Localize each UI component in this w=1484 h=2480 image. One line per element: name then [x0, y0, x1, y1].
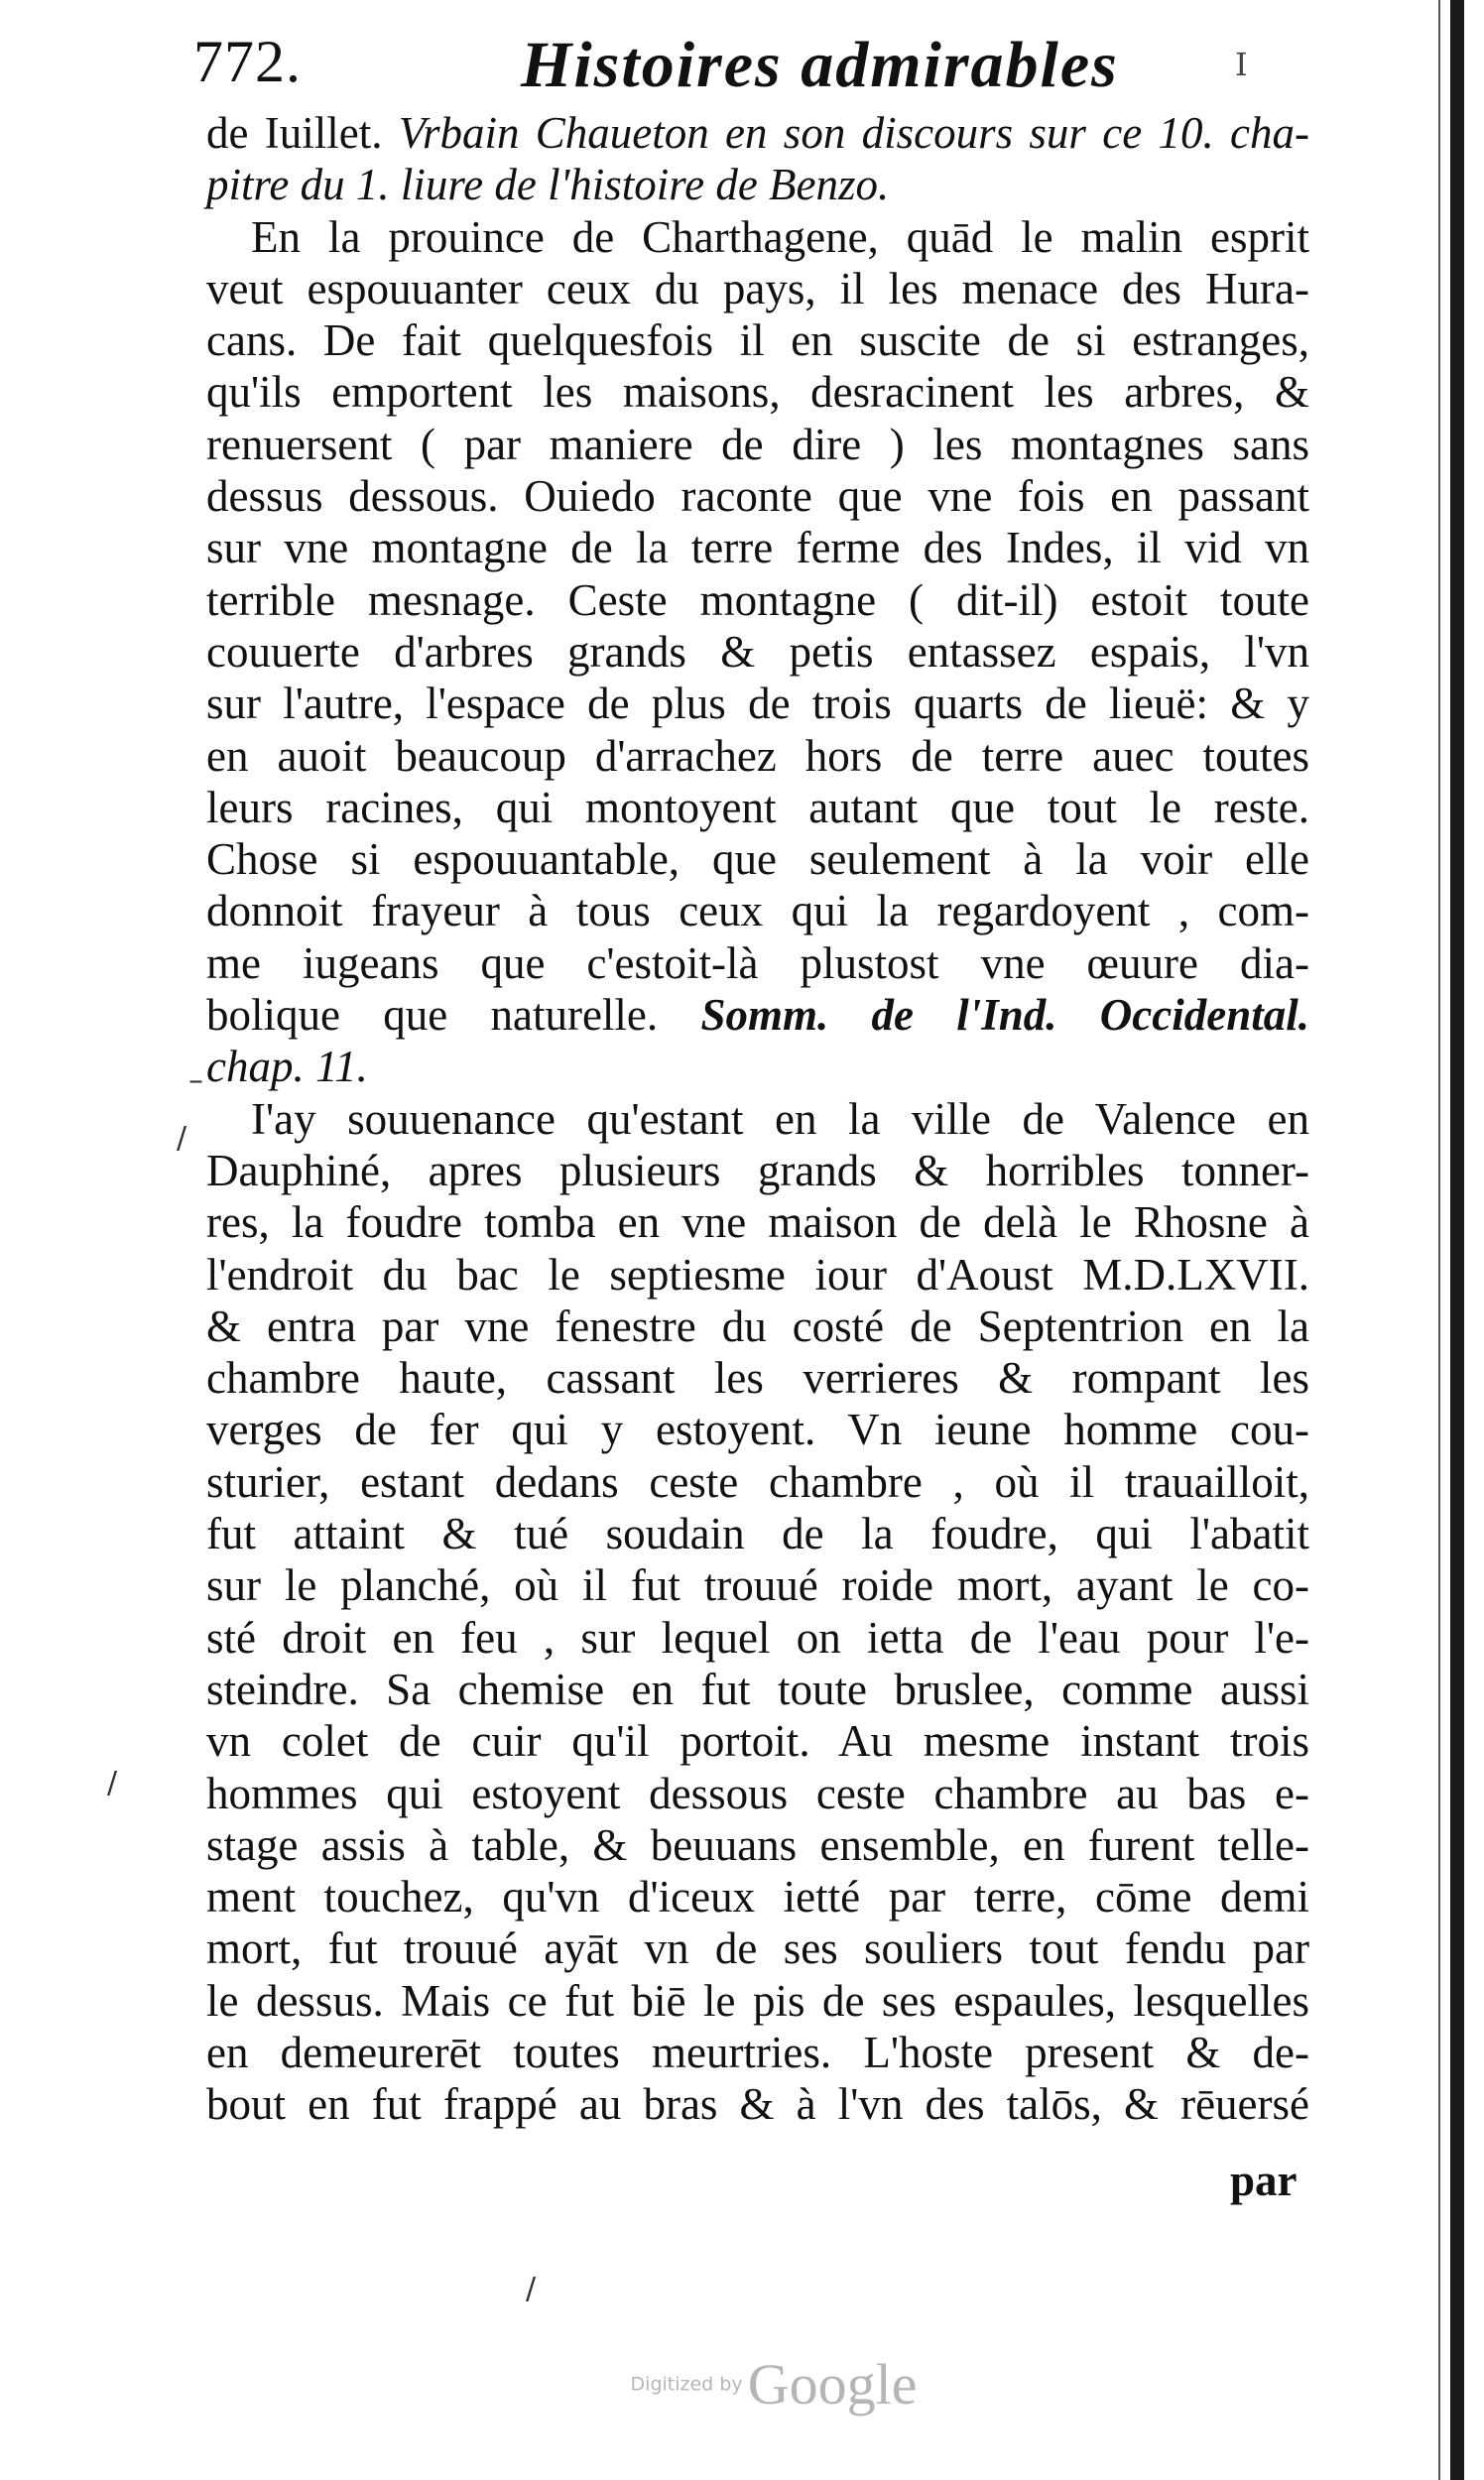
text-line: verges de fer qui y estoyent. Vn ieune homme cou- [206, 1405, 1309, 1455]
text-line: chambre haute, cassant les verrieres & rompant les [206, 1353, 1309, 1404]
line-roman-part: bolique que naturelle. [206, 990, 659, 1041]
text-line: me iugeans que c'estoit-là plustost vne œuure dia- [206, 937, 1309, 988]
text-line: cans. De fait quelquesfois il en suscite de si estranges, [206, 315, 1309, 366]
text-line: qu'ils emportent les maisons, desracinent les arbres, & [206, 367, 1309, 418]
text-line: pitre du 1. liure de l'histoire de Benzo. [206, 160, 890, 210]
text-line: dessus dessous. Ouiedo raconte que vne fois en passant [206, 471, 1309, 522]
text-line: en auoit beaucoup d'arrachez hors de terre auec toutes [206, 730, 1309, 781]
header-mark: I [1235, 46, 1248, 83]
text-line: couuerte d'arbres grands & petis entassez espais, l'vn [206, 626, 1309, 677]
text-line: veut espouuanter ceux du pays, il les menace des Hura- [206, 263, 1309, 313]
binding-edge [1450, 0, 1464, 2480]
text-line: res, la foudre tomba en vne maison de delà le Rhosne à [206, 1197, 1309, 1248]
text-line: steindre. Sa chemise en fut toute bruslee, comme aussi [206, 1664, 1309, 1714]
google-logo: Google [747, 2352, 918, 2417]
text-line: sté droit en feu , sur lequel on ietta de l'eau pour l'e- [206, 1612, 1309, 1663]
binding-shadow [1438, 0, 1440, 2480]
text-line: ment touchez, qu'vn d'iceux ietté par terre, cōme demi [206, 1872, 1309, 1922]
line-roman-part: de Iuillet. [206, 108, 383, 158]
text-line: En la prouince de Charthagene, quād le malin esprit [251, 211, 1309, 262]
text-line: sturier, estant dedans ceste chambre , où il trauailloit, [206, 1456, 1309, 1507]
text-line: bout en fut frappé au bras & à l'vn des talōs, & rēuersé [206, 2079, 1309, 2130]
text-line: sur vne montagne de la terre ferme des Indes, il vid vn [206, 523, 1309, 573]
text-line: fut attaint & tué soudain de la foudre, qui l'abatit [206, 1509, 1309, 1559]
text-line: leurs racines, qui montoyent autant que tout le reste. [206, 782, 1309, 832]
running-title: Histoires admirables [521, 29, 1119, 101]
text-line: Chose si espouuantable, que seulement à la voir elle [206, 834, 1309, 885]
text-line: renuersent ( par maniere de dire ) les montagnes sans [206, 419, 1309, 469]
digitized-watermark [575, 2351, 972, 2418]
text-line: mort, fut trouué ayāt vn de ses souliers tout fendu par [206, 1923, 1309, 1974]
text-line: sur l'autre, l'espace de plus de trois quarts de lieuë: & y [206, 679, 1309, 729]
text-line: hommes qui estoyent dessous ceste chambre au bas e- [206, 1768, 1309, 1818]
text-line [206, 989, 1309, 1041]
margin-mark-stroke: / [107, 1766, 118, 1800]
text-line: le dessus. Mais ce fut biē le pis de ses espaules, lesquelles [206, 1975, 1309, 2026]
text-line: donnoit frayeur à tous ceux qui la regardoyent , com- [206, 886, 1309, 936]
watermark-prefix: Digitized by [630, 2373, 743, 2396]
page-header [193, 28, 1285, 107]
text-line: stage assis à table, & beuuans ensemble, en furent telle- [206, 1819, 1309, 1870]
text-line: & entra par vne fenestre du costé de Septentrion en la [206, 1301, 1309, 1351]
catchword: par [1230, 2156, 1298, 2205]
margin-mark-dash: – [188, 1063, 203, 1098]
text-line: vn colet de cuir qu'il portoit. Au mesme instant trois [206, 1716, 1309, 1767]
text-line: sur le planché, où il fut trouué roide mort, ayant le co- [206, 1560, 1309, 1611]
text-line: terrible mesnage. Ceste montagne ( dit-il) estoit toute [206, 574, 1309, 625]
page-number: 772. [193, 29, 302, 94]
text-line [206, 107, 1309, 159]
text-line: I'ay souuenance qu'estant en la ville de Valence en [251, 1093, 1309, 1144]
text-line: Dauphiné, apres plusieurs grands & horribles tonner- [206, 1145, 1309, 1195]
citation-italic: Somm. de l'Ind. Occidental. [700, 990, 1309, 1041]
text-line: l'endroit du bac le septiesme iour d'Aoust M.D.LXVII. [206, 1249, 1309, 1300]
margin-mark-stroke: / [177, 1121, 187, 1156]
body-text [206, 107, 1309, 2131]
text-line: en demeurerēt toutes meurtries. L'hoste present & de- [206, 2027, 1309, 2077]
margin-mark-stroke: / [526, 2272, 537, 2306]
text-line: chap. 11. [206, 1042, 368, 1092]
citation-italic: Vrbain Chaueton en son discours sur ce 10. cha- [398, 108, 1309, 158]
